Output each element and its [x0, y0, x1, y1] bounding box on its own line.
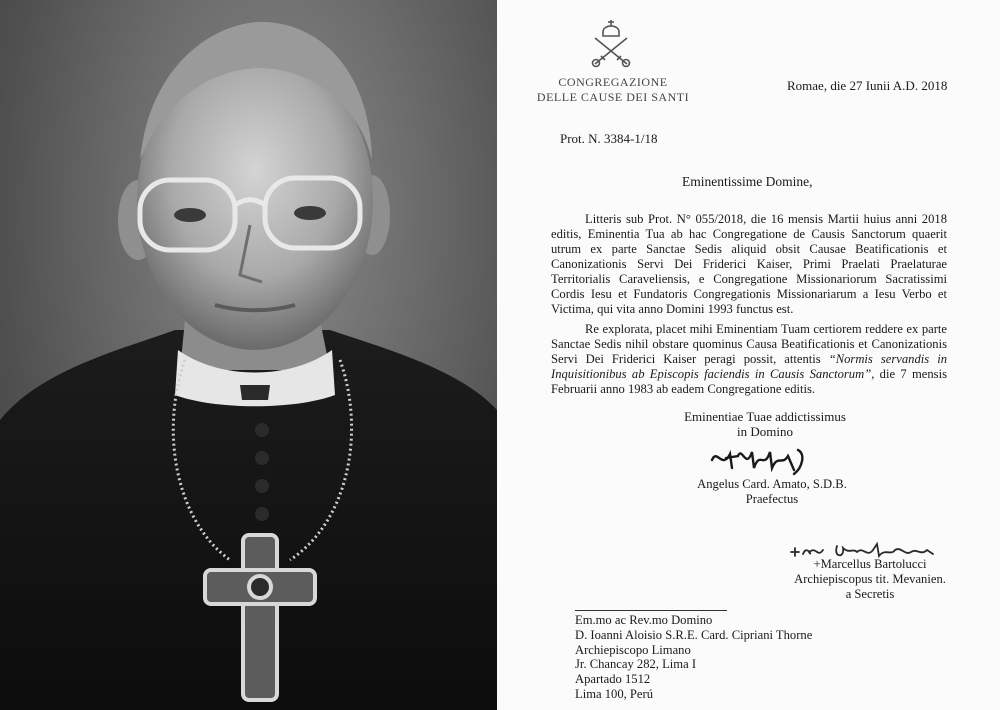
prefect-name: Angelus Card. Amato, S.D.B.	[697, 477, 847, 491]
body-paragraph-1: Litteris sub Prot. N° 055/2018, die 16 mensis Martii huius anni 2018 editis, Eminentia Tua ab hac Congregatione de Causis Sanctorum quaerit utrum ex parte Sanctae Sedis aliquid obsit Causae Beatificationis et Canonizationis Servi Dei Friderici Kaiser, Primi Praelati Praelaturae Territorialis Caraveliensis, e Congregatione Missionariorum Sacratissimi Cordis Iesu et Fundatoris Congregationis Missionariarum a Iesu Verbo et Victima, qui vita anno Domini 1993 functus est.	[551, 212, 947, 316]
address-line: Apartado 1512	[575, 672, 651, 687]
secretary-title: Archiepiscopus tit. Mevanien.	[794, 572, 946, 586]
address-line: Jr. Chancay 282, Lima I	[575, 657, 697, 672]
secretary-name: +Marcellus Bartolucci	[813, 557, 927, 571]
body-paragraph-2	[551, 322, 947, 397]
portrait-illustration	[0, 0, 497, 710]
prefect-title: Praefectus	[745, 492, 799, 506]
secretary-role: a Secretis	[845, 587, 895, 601]
papal-keys-crest-icon	[587, 18, 635, 70]
address-line: Archiepiscopo Limano	[575, 642, 691, 657]
closing-line1: Eminentiae Tuae addictissimus	[684, 409, 846, 424]
recipient-address	[575, 613, 812, 702]
address-divider	[575, 610, 727, 611]
paragraph2-after: , die 7 mensis Februarii anno 1983 ab eadem Congregatione editis.	[551, 367, 947, 396]
signature-prefect	[702, 440, 842, 478]
address-line: Em.mo ac Rev.mo Domino	[575, 613, 713, 627]
paragraph2-italic: “Normis servandis in Inquisitionibus ab Episcopis faciendis in Causis Sanctorum”	[551, 352, 947, 381]
letter-date: Romae, die 27 Iunii A.D. 2018	[787, 78, 948, 93]
decree-letter	[497, 0, 1000, 710]
paragraph2-before: Re explorata, placet mihi Eminentiam Tuam certiorem reddere ex parte Sanctae Sedis nihil obstare quominus Causa Beatificationis et Canonizationis Servi Dei Friderici Kaiser peragi possit, attentis	[551, 322, 947, 366]
closing-line2: in Domino	[737, 424, 793, 439]
signatory-prefect	[667, 477, 877, 507]
letterhead-line1: CONGREGAZIONE	[558, 75, 668, 89]
closing-formula	[675, 409, 855, 439]
salutation: Eminentissime Domine,	[682, 174, 813, 189]
letterhead-line2: DELLE CAUSE DEI SANTI	[536, 90, 690, 104]
portrait-photo	[0, 0, 497, 710]
letterhead	[529, 75, 697, 105]
protocol-number: Prot. N. 3384-1/18	[560, 131, 658, 146]
address-line: Lima 100, Perú	[575, 686, 653, 701]
address-line: D. Ioanni Aloisio S.R.E. Card. Cipriani Thorne	[575, 627, 813, 642]
signatory-secretary	[765, 557, 975, 602]
